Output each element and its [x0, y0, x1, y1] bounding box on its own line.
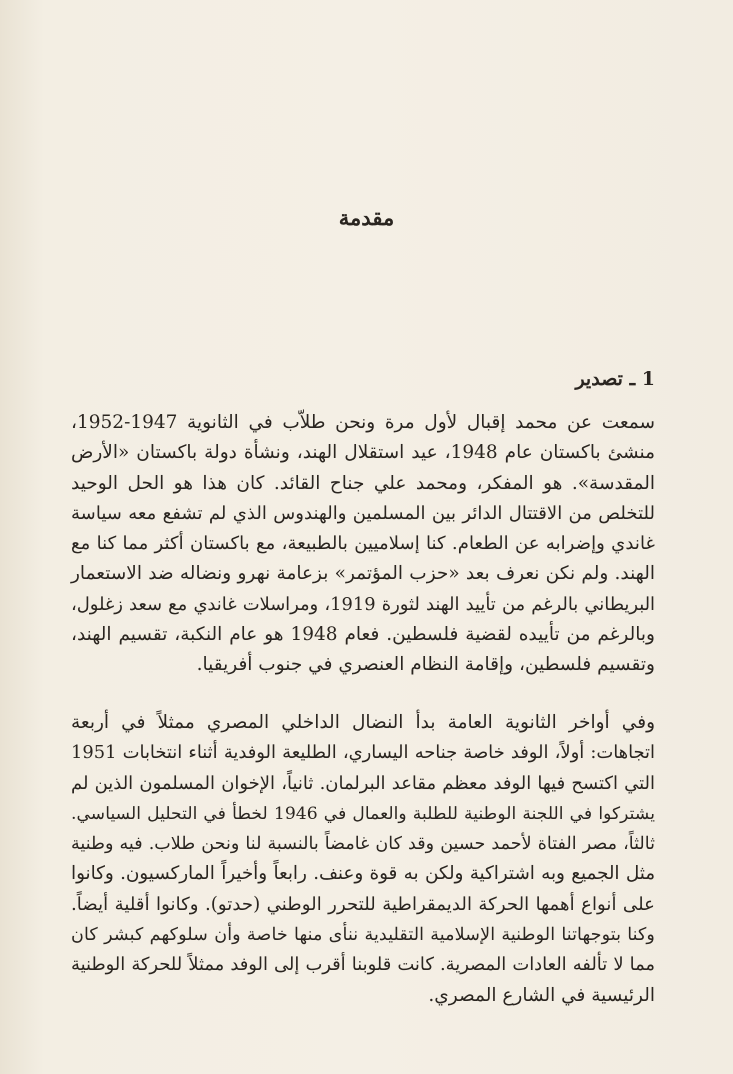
text-line: مثل الجميع وبه اشتراكية ولكن به قوة وعنف. رابعاً وأخيراً الماركسيون. وكانوا [71, 863, 655, 885]
text-line: اتجاهات: أولاً، الوفد خاصة جناحه اليساري، الطليعة الوفدية أثناء انتخابات 1951 [71, 742, 655, 764]
text-line: المقدسة». هو المفكر، ومحمد علي جناح القائد. كان هذا هو الحل الوحيد [71, 472, 655, 494]
text-line: يشتركوا في اللجنة الوطنية للطلبة والعمال في 1946 لخطأ في التحليل السياسي. [71, 803, 655, 824]
text-line: الرئيسية في الشارع المصري. [428, 984, 655, 1006]
text-line: وفي أواخر الثانوية العامة بدأ النضال الداخلي المصري ممثلاً في أربعة [71, 712, 655, 733]
text-line: الهند. ولم نكن نعرف بعد «حزب المؤتمر» بزعامة نهرو ونضاله ضد الاستعمار [71, 563, 655, 585]
text-line: مما لا تألفه العادات المصرية. كانت قلوبنا أقرب إلى الوفد ممثلاً للحركة الوطنية [71, 954, 655, 976]
paragraph-2 [71, 708, 655, 1011]
text-line: وتقسيم فلسطين، وإقامة النظام العنصري في جنوب أفريقيا. [196, 654, 655, 676]
text-line: البريطاني بالرغم من تأييد الهند لثورة 1919، ومراسلات غاندي مع سعد زغلول، [71, 593, 655, 615]
paragraph-1 [71, 408, 655, 681]
text-line: وكنا بتوجهاتنا الوطنية الإسلامية التقليدية ننأى منها خاصة وأن سلوكهم كبشر كان [71, 925, 655, 946]
text-line: سمعت عن محمد إقبال لأول مرة ونحن طلاّب في الثانوية 1947-1952، [71, 412, 655, 433]
text-line: غاندي وإضرابه عن الطعام. كنا إسلاميين بالطبيعة، مع باكستان أكثر مما كنا مع [71, 533, 655, 555]
text-line: على أنواع أهمها الحركة الديمقراطية للتحرر الوطني (حدتو). وكانوا أقلية أيضاً. [71, 893, 655, 915]
section-heading: 1 ـ تصدير [575, 368, 655, 390]
page-title: مقدمة [338, 205, 395, 230]
text-line: وبالرغم من تأييده لقضية فلسطين. فعام 1948 هو عام النكبة، تقسيم الهند، [71, 624, 655, 646]
text-line: ثالثاً، مصر الفتاة لأحمد حسين وقد كان غامضاً بالنسبة لنا ونحن طلاب. فيه وطنية [71, 834, 655, 855]
text-line: منشئ باكستان عام 1948، عيد استقلال الهند، ونشأة دولة باكستان «الأرض [71, 442, 656, 464]
text-line: التي اكتسح فيها الوفد معظم مقاعد البرلمان. ثانياً، الإخوان المسلمون الذين لم [71, 772, 655, 794]
text-line: للتخلص من الاقتتال الدائر بين المسلمين والهندوس الذي لم تشفع معه سياسة [71, 502, 655, 524]
